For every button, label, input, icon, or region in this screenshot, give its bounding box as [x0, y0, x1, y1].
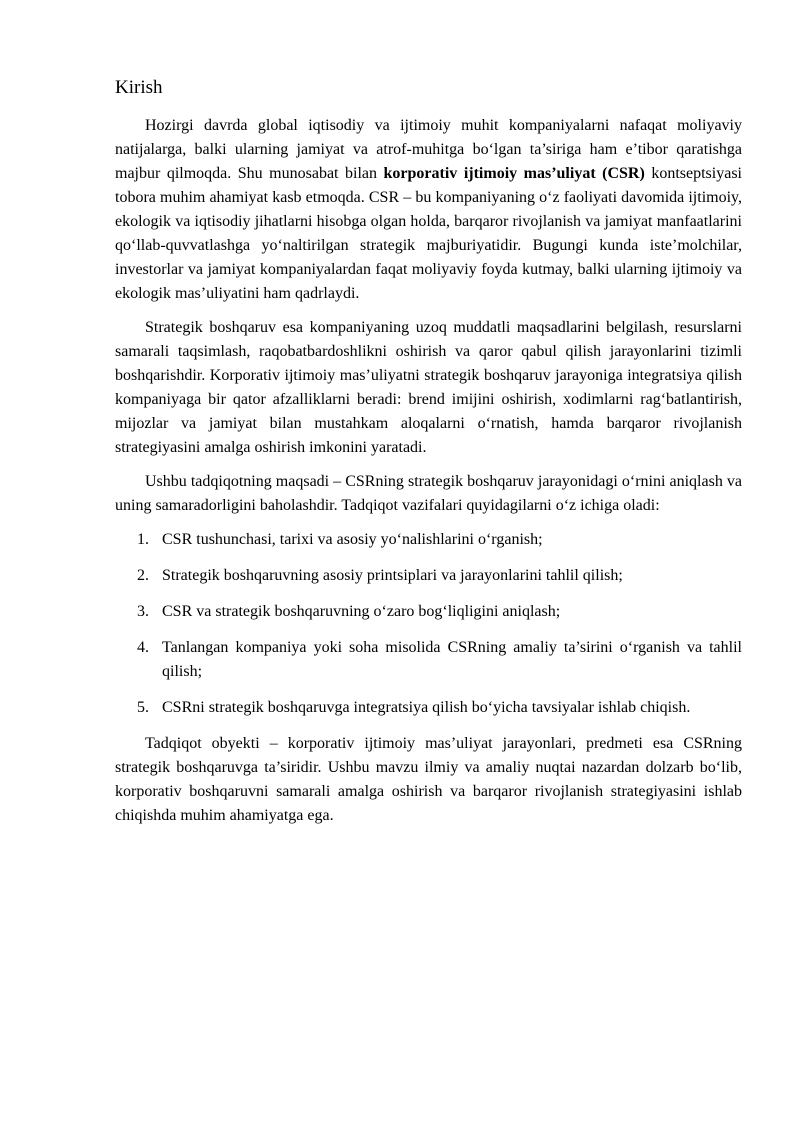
paragraph-intro-end: kontseptsiyasi tobora muhim ahamiyat kasb etmoqda. CSR – bu kompaniyaning o‘z faoliyati davomida ijtimoiy, ekologik va iqtisodiy jihatlarni hisobga olgan holda, barqaror rivojlanish va jamiyat manfaatlarini qo‘llab-quvvatlashga yo‘naltirilgan strategik majburiyatidir. Bugungi kunda iste’molchilar, investorlar va jamiyat kompaniyalardan faqat moliyaviy foyda kutmay, balki ularning ijtimoiy va ekologik mas’uliyatini ham qadrlaydi.: [115, 165, 743, 302]
task-number: 4.: [137, 639, 149, 656]
paragraph-object-subject: Tadqiqot obyekti – korporativ ijtimoiy mas’uliyat jarayonlari, predmeti esa CSRning strategik boshqaruvga ta’siridir. Ushbu mavzu ilmiy va amaliy nuqtai nazardan dolzarb bo‘lib, korporativ boshqaruvni samarali amalga oshirish va barqaror rivojlanish strategiyasini ishlab chiqishda muhim ahamiyatga ega.: [115, 735, 742, 824]
task-list-item: [115, 600, 742, 624]
paragraph-research-goal: Ushbu tadqiqotning maqsadi – CSRning strategik boshqaruv jarayonidagi o‘rnini aniqlash va uning samaradorligini baholashdir. Tadqiqot vazifalari quyidagilarni o‘z ichiga oladi:: [115, 473, 742, 514]
task-list: [115, 528, 742, 720]
document-page: [115, 76, 742, 838]
task-number: 2.: [137, 567, 149, 584]
task-number: 1.: [137, 531, 149, 548]
task-list-item: [115, 564, 742, 588]
csr-term-bold: korporativ ijtimoiy mas’uliyat (CSR): [383, 165, 645, 182]
task-text: Strategik boshqaruvning asosiy printsiplari va jarayonlarini tahlil qilish;: [162, 567, 623, 584]
task-number: 5.: [137, 699, 149, 716]
task-text: Tanlangan kompaniya yoki soha misolida CSRning amaliy ta’sirini o‘rganish va tahlil qilish;: [162, 639, 742, 680]
task-list-item: [115, 636, 742, 684]
task-list-item: [115, 528, 742, 552]
paragraph-strategic-management: Strategik boshqaruv esa kompaniyaning uzoq muddatli maqsadlarini belgilash, resurslarni samarali taqsimlash, raqobatbardoshlikni oshirish va qaror qabul qilish jarayonlarini tizimli boshqarishdir. Korporativ ijtimoiy mas’uliyatni strategik boshqaruv jarayoniga integratsiya qilish kompaniyaga bir qator afzalliklarni beradi: brend imijini oshirish, xodimlarni rag‘batlantirish, mijozlar va jamiyat bilan mustahkam aloqalarni o‘rnatish, hamda barqaror rivojlanish strategiyasini amalga oshirish imkonini yaratadi.: [115, 319, 742, 456]
task-text: CSR va strategik boshqaruvning o‘zaro bog‘liqligini aniqlash;: [162, 603, 561, 620]
task-number: 3.: [137, 603, 149, 620]
paragraph-intro: [115, 114, 742, 306]
task-text: CSR tushunchasi, tarixi va asosiy yo‘nalishlarini o‘rganish;: [162, 531, 543, 548]
task-list-item: [115, 696, 742, 720]
paragraph-intro-start: Hozirgi davrda global iqtisodiy va ijtimoiy muhit kompaniyalarni nafaqat moliyaviy natijalarga, balki ularning jamiyat va atrof-muhitga bo‘lgan ta’siriga ham e’tibor qaratishga majbur qilmoqda. Shu munosabat bilan: [115, 117, 742, 182]
task-text: CSRni strategik boshqaruvga integratsiya qilish bo‘yicha tavsiyalar ishlab chiqish.: [162, 699, 691, 716]
section-heading: Kirish: [115, 77, 163, 98]
